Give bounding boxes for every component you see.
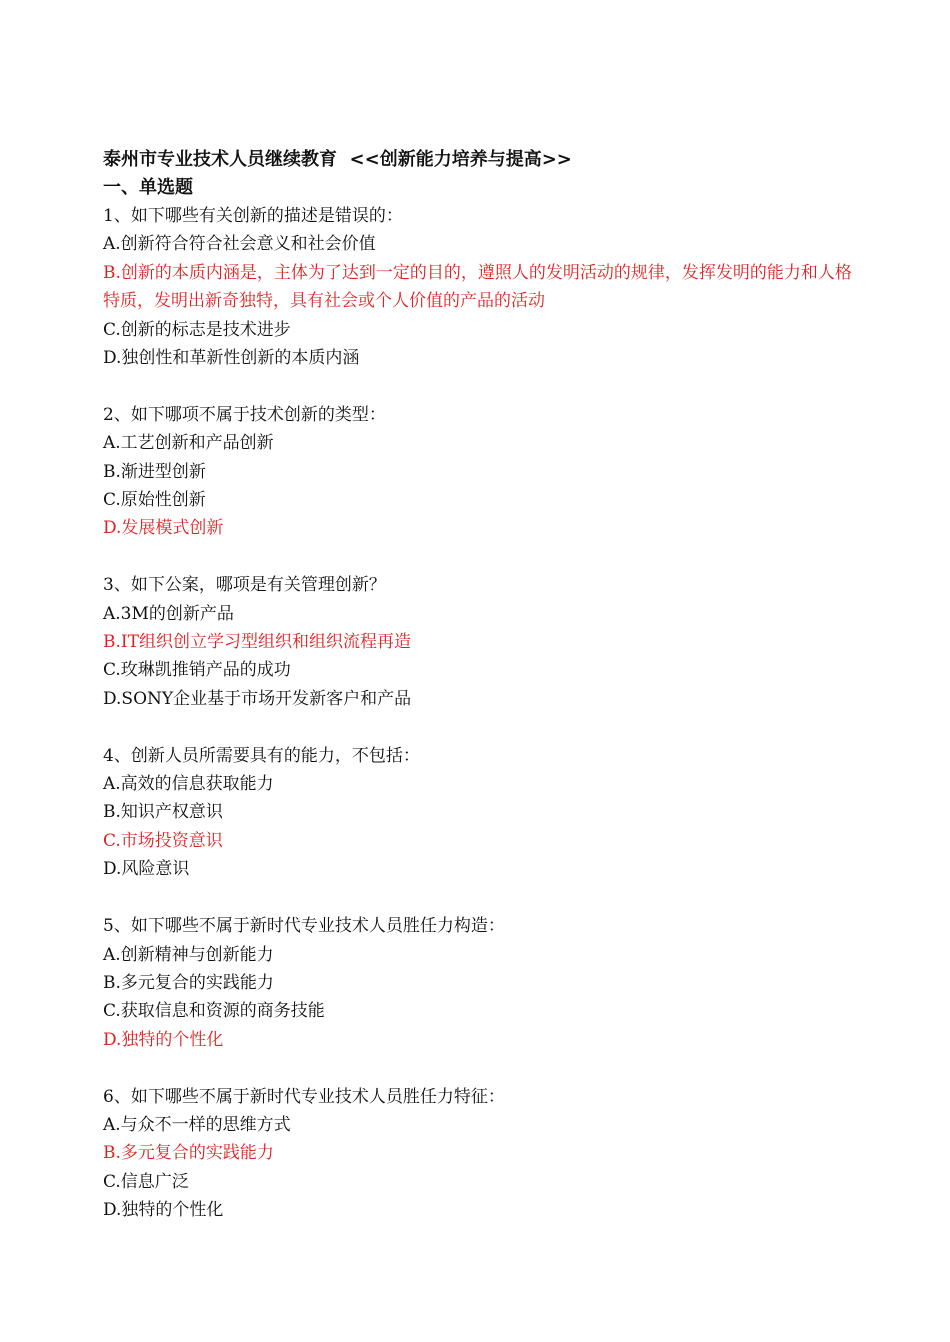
document-title: 泰州市专业技术人员继续教育 <<创新能力培养与提高>> [103, 149, 572, 170]
answer-option: A.创新符合符合社会意义和社会价值 [103, 234, 376, 255]
question-4 [103, 742, 863, 884]
answer-option-correct: B.创新的本质内涵是，主体为了达到一定的目的，遵照人的发明活动的规律，发挥发明的能力和人格特质，发明出新奇独特，具有社会或个人价值的产品的活动 [103, 262, 852, 312]
question-stem: 1、如下哪些有关创新的描述是错误的： [103, 206, 403, 226]
question-2 [103, 401, 863, 543]
answer-option: C.创新的标志是技术进步 [103, 319, 291, 340]
answer-option-correct: C.市场投资意识 [103, 830, 223, 851]
answer-option-correct: D.独特的个性化 [103, 1029, 224, 1050]
answer-option: D.独创性和革新性创新的本质内涵 [103, 348, 360, 369]
spacer [103, 372, 863, 400]
answer-option: A.高效的信息获取能力 [103, 774, 274, 795]
answer-option: C.原始性创新 [103, 490, 206, 511]
answer-option: D.独特的个性化 [103, 1200, 224, 1221]
answer-option: A.创新精神与创新能力 [103, 944, 274, 965]
document-page [103, 146, 863, 1225]
answer-option: C.获取信息和资源的商务技能 [103, 1001, 325, 1022]
answer-option: C.信息广泛 [103, 1171, 189, 1192]
question-5 [103, 912, 863, 1054]
answer-option-correct: B.IT组织创立学习型组织和组织流程再造 [103, 632, 411, 653]
question-stem: 3、如下公案，哪项是有关管理创新？ [103, 575, 386, 596]
answer-option: B.知识产权意识 [103, 802, 223, 823]
question-6 [103, 1083, 863, 1225]
question-1 [103, 202, 863, 372]
spacer [103, 884, 863, 912]
answer-option-correct: D.发展模式创新 [103, 518, 224, 539]
answer-option: A.工艺创新和产品创新 [103, 433, 274, 454]
answer-option: A.3M的创新产品 [103, 603, 234, 624]
answer-option-correct: B.多元复合的实践能力 [103, 1143, 274, 1164]
question-3 [103, 571, 863, 713]
section-heading: 一、单选题 [103, 177, 193, 198]
answer-option: B.多元复合的实践能力 [103, 972, 274, 993]
answer-option: D.风险意识 [103, 859, 190, 880]
question-list [103, 202, 863, 1225]
spacer [103, 713, 863, 741]
answer-option: B.渐进型创新 [103, 461, 206, 482]
question-stem: 6、如下哪些不属于新时代专业技术人员胜任力特征： [103, 1086, 505, 1107]
question-stem: 4、创新人员所需要具有的能力，不包括： [103, 745, 420, 766]
answer-option: C.玫琳凯推销产品的成功 [103, 660, 291, 681]
spacer [103, 543, 863, 571]
spacer [103, 1054, 863, 1082]
answer-option: A.与众不一样的思维方式 [103, 1114, 291, 1135]
question-stem: 2、如下哪项不属于技术创新的类型： [103, 404, 386, 425]
answer-option: D.SONY企业基于市场开发新客户和产品 [103, 688, 412, 709]
question-stem: 5、如下哪些不属于新时代专业技术人员胜任力构造： [103, 916, 505, 937]
